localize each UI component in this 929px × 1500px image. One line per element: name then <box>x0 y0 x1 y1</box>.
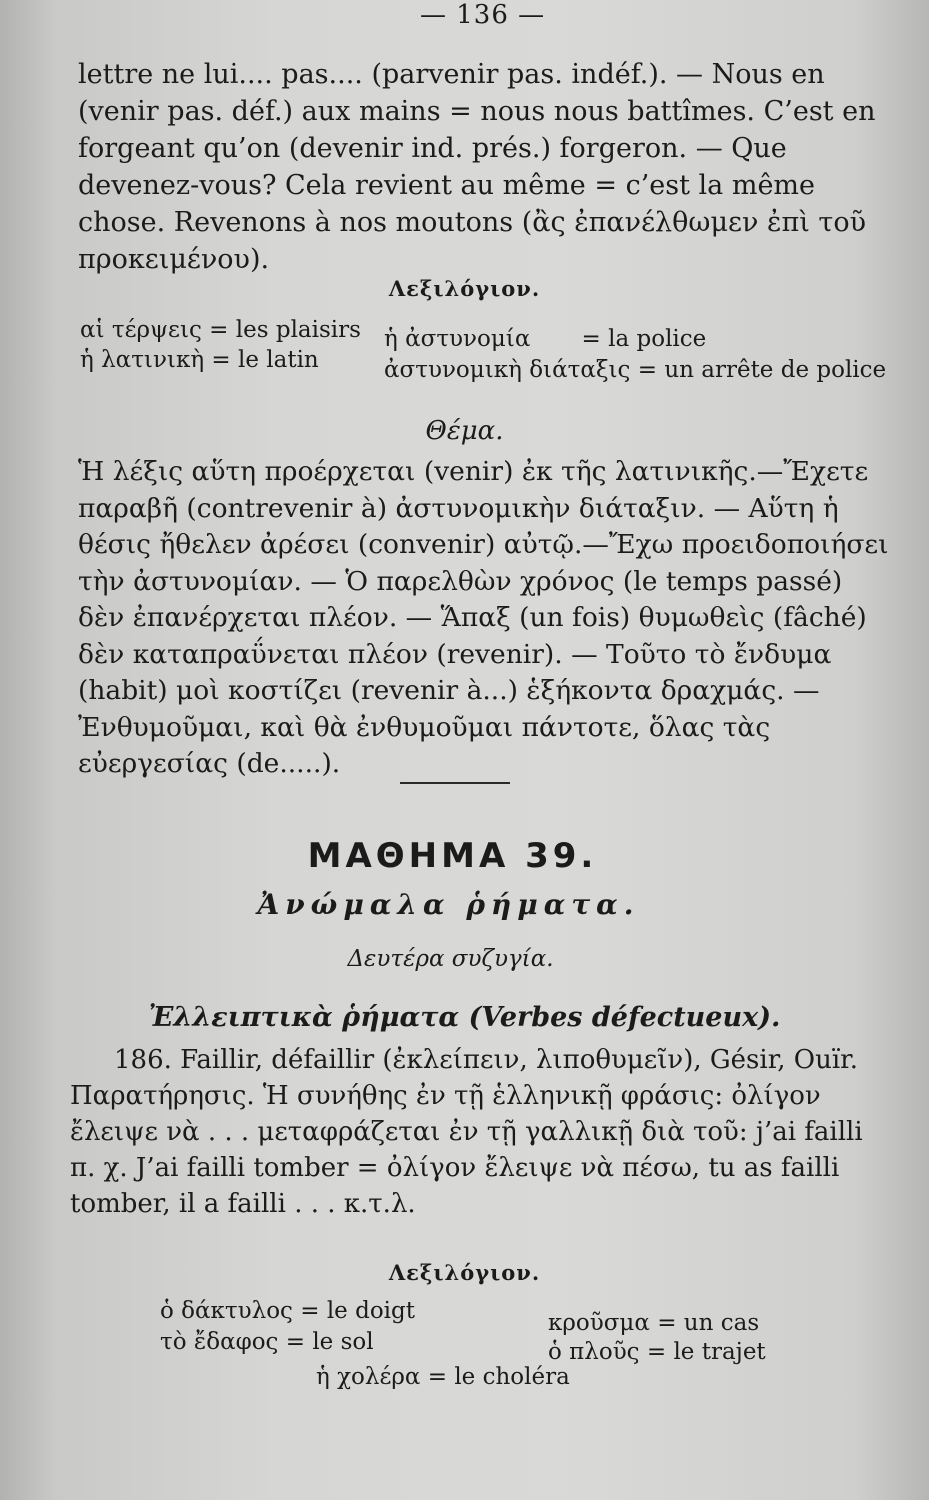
theme-paragraph: Ἡ λέξις αὕτη προέρχεται (venir) ἐκ τῆς λατινικῆς.—Ἔχετε παραβῆ (contrevenir à) ἀστυνομικὴν διάταξιν. — Αὕτη ἡ θέσις ἤθελεν ἀρέσει (convenir) αὐτῷ.—Ἔχω προειδοποιήσει τὴν ἀστυνομίαν. — Ὁ παρελθὼν χρόνος (le temps passé) δὲν ἐπανέρχεται πλέον. — Ἅπαξ (un fois) θυμωθεὶς (fâché) δὲν καταπραΰνεται πλέον (revenir). — Τοῦτο τὸ ἔνδυμα (habit) μοὶ κοστίζει (revenir à...) ἑξήκοντα δραχμάς. — Ἐνθυμοῦμαι, καὶ θὰ ἐνθυμοῦμαι πάντοτε, ὅλας τὰς εὐεργεσίας (de.....). <box>78 456 889 779</box>
vocab-entry: ἀστυνομικὴ διάταξις = un arrête de police <box>384 357 887 383</box>
page-number: — 136 — <box>420 0 546 30</box>
paragraph-exercise-continuation: lettre ne lui.... pas.... (parvenir pas. indéf.). — Nous en (venir pas. déf.) aux mains = nous nous battîmes. C’est en forgeant qu’on (devenir ind. prés.) forgeron. — Que devenez-vous? Cela revient au même = c’est la même chose. Revenons à nos moutons (ἂς ἐπανέλθωμεν ἐπὶ τοῦ προκειμένου). <box>78 59 876 275</box>
vocab-entry: ἡ χολέρα = le choléra <box>316 1364 570 1390</box>
vocab-entry: τὸ ἔδαφος = le sol <box>160 1329 374 1355</box>
vocabulary-heading-2: Λεξιλόγιον. <box>388 1260 541 1285</box>
section-heading: Ἐλλειπτικὰ ῥήματα (Verbes défectueux). <box>148 1002 781 1033</box>
vocab-entry: ὁ πλοῦς = le trajet <box>548 1339 766 1365</box>
vocab-entry: ἡ λατινικὴ = le latin <box>80 347 319 373</box>
vocab-entry: ὁ δάκτυλος = le doigt <box>160 1298 415 1324</box>
section-divider <box>400 782 510 784</box>
vocab-entry: κροῦσμα = un cas <box>548 1310 760 1336</box>
paragraph-186: 186. Faillir, défaillir (ἐκλείπειν, λιποθυμεῖν), Gésir, Ouïr. Παρατήρησις. Ἡ συνήθης ἐν τῇ ἑλληνικῇ φράσις: ὀλίγον ἔλειψε νὰ . . . μεταφράζεται ἐν τῇ γαλλικῇ διὰ τοῦ: j’ai failli π. χ. J’ai failli tomber = ὀλίγον ἔλειψε νὰ πέσω, tu as failli tomber, il a failli . . . κ.τ.λ. <box>70 1045 863 1219</box>
lesson-subtitle: Ἀνώμαλα ῥήματα. <box>257 888 640 921</box>
vocab-entry: ἡ ἀστυνομία = la police <box>384 326 707 352</box>
conjugation-heading: Δευτέρα συζυγία. <box>347 946 554 972</box>
vocabulary-heading: Λεξιλόγιον. <box>388 276 541 301</box>
theme-heading: Θέμα. <box>425 416 504 446</box>
lesson-title: ΜΑΘΗΜΑ 39. <box>307 836 598 876</box>
vocab-entry: αἱ τέρψεις = les plaisirs <box>80 317 361 343</box>
